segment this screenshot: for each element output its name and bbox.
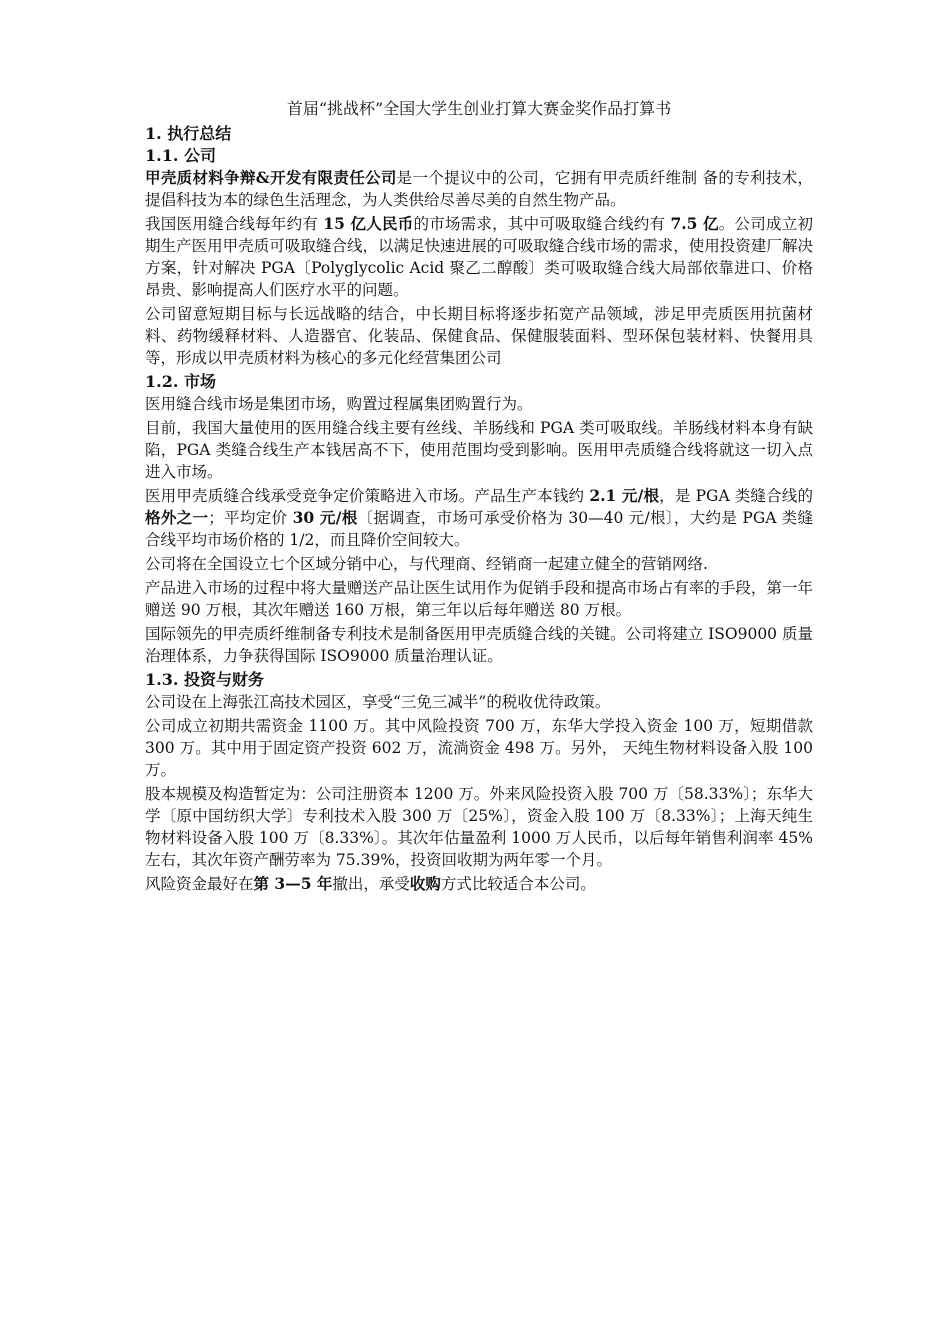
text-segment: 〔据调查，市场可承受价格为 30—40 元/根〕，大约是 PGA 类缝合线平均市场价格的 1/2，而且降价空间较大。 [145,509,813,549]
text-segment: ；平均定价 [208,509,293,527]
text-segment: 方式比较适合本公司。 [440,875,596,893]
heading-executive-summary: 1. 执行总结 [145,124,232,143]
paragraph-quality: 国际领先的甲壳质纤维制备专利技术是制备医用甲壳质缝合线的关键。公司将建立 ISO9000 质量治理体系，力争获得国际 ISO9000 质量治理认证。 [145,625,813,665]
paragraph-exit [145,873,813,895]
bold-segment: 30 元/根 [292,508,358,527]
document-title: 首届“挑战杯”全国大学生创业打算大赛金奖作品打算书 [286,99,672,118]
bold-segment: 15 亿人民币 [323,214,414,233]
bold-segment: 7.5 亿 [670,214,719,233]
bold-segment: 收购 [409,874,441,893]
paragraph-pricing [145,485,813,551]
text-segment: ，是 PGA 类缝合线的 [659,487,813,505]
paragraph-funding: 公司成立初期共需资金 1100 万。其中风险投资 700 万，东华大学投入资金 100 万，短期借款 300 万。其中用于固定资产投资 602 万，流淌资金 498 万。另外， 天纯生物材料设备入股 100 万。 [145,717,813,779]
paragraph-location: 公司设在上海张江高技术园区，享受“三免三减半”的税收优待政策。 [145,693,611,711]
bold-segment: 格外之一 [145,508,209,527]
paragraph-company-intro [145,167,813,211]
heading-market: 1.2. 市场 [145,372,216,391]
paragraph-distribution: 公司将在全国设立七个区域分销中心，与代理商、经销商一起建立健全的营销网络. [145,555,708,573]
paragraph-equity: 股本规模及构造暂定为：公司注册资本 1200 万。外来风险投资入股 700 万〔58.33%〕；东华大学〔原中国纺织大学〕专利技术入股 300 万〔25%〕，资金入股 100 万〔8.33%〕；上海天纯生物材料设备入股 100 万〔8.33%〕。其次年估量盈利 1000 万人民币，以后每年销售利润率 45%左右，其次年资产酬劳率为 75.39%，投资回收期为两年零一个月。 [145,785,813,869]
heading-investment-finance: 1.3. 投资与财务 [145,670,264,689]
text-segment: 的市场需求，其中可吸取缝合线约有 [413,215,671,233]
paragraph-strategy: 公司留意短期目标与长远战略的结合，中长期目标将逐步拓宽产品领域，涉足甲壳质医用抗菌材料、药物缓释材料、人造器官、化装品、保健食品、保健服装面料、型环保包装材料、快餐用具等，形成以甲壳质材料为核心的多元化经营集团公司 [145,305,813,367]
bold-segment: 2.1 元/根 [589,486,660,505]
text-segment: 我国医用缝合线每年约有 [145,215,324,233]
bold-segment: 第 3—5 年 [253,874,333,893]
paragraph-market-1: 医用缝合线市场是集团市场，购置过程属集团购置行为。 [145,395,533,413]
text-segment: 是一个提议中的公司，它拥有甲壳质纤维制 备的专利技术，提倡科技为本的绿色生活理念，为人类供给尽善尽美的自然生物产品。 [145,169,813,209]
company-name: 甲壳质材料争辩&开发有限责任公司 [145,168,397,187]
paragraph-market-2: 目前，我国大量使用的医用缝合线主要有丝线、羊肠线和 PGA 类可吸取线。羊肠线材料本身有缺陷，PGA 类缝合线生产本钱居高不下，使用范围均受到影响。医用甲壳质缝合线将就这一切入点进入市场。 [145,419,813,481]
text-segment: 医用甲壳质缝合线承受竞争定价策略进入市场。产品生产本钱约 [145,487,590,505]
text-segment: 。公司成立初期生产医用甲壳质可吸取缝合线，以满足快速进展的可吸取缝合线市场的需求，使用投资建厂解决方案，针对解决 PGA〔Polyglycolic Acid 聚乙二醇酸〕类可吸取缝合线大局部依靠进口、价格昂贵、影响提高人们医疗水平的问题。 [145,215,813,299]
text-segment: 风险资金最好在 [145,875,254,893]
document-page [145,98,813,897]
heading-company: 1.1. 公司 [145,146,216,165]
paragraph-promotion: 产品进入市场的过程中将大量赠送产品让医生试用作为促销手段和提高市场占有率的手段，第一年赠送 90 万根，其次年赠送 160 万根，第三年以后每年赠送 80 万根。 [145,579,813,619]
text-segment: 撤出，承受 [332,875,410,893]
paragraph-market-demand [145,213,813,301]
